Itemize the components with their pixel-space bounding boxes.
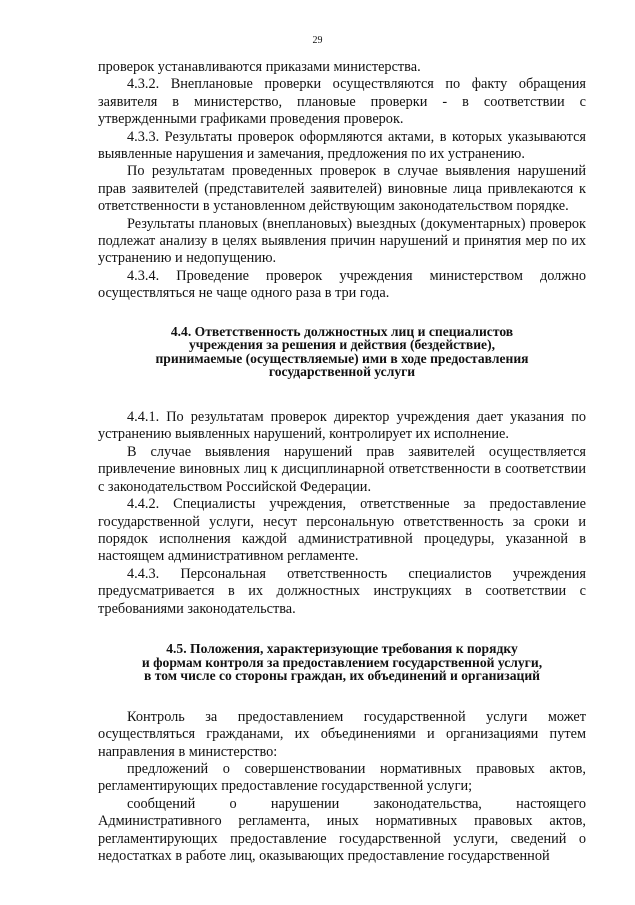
page-number: 29 [312,35,323,46]
section-heading-4-4 [98,325,586,379]
paragraph-4-3-2: 4.3.2. Внеплановые проверки осуществляются по факту обращения заявителя в министерство, плановые проверки - в соответствии с утвержденными графиками проведения проверок. [98,76,586,128]
paragraph-violations-liability: По результатам проведенных проверок в случае выявления нарушений прав заявителей (представителей заявителей) виновные лица привлекаются к ответственности в установленном действующим законодательством порядке. [98,163,586,215]
heading-line: государственной услуги [268,364,416,380]
paragraph-4-3-4: 4.3.4. Проведение проверок учреждения министерством должно осуществляться не чаще одного раза в три года. [98,267,586,302]
paragraph-proposals: предложений о совершенствовании нормативных правовых актов, регламентирующих предоставление государственной услуги; [98,760,586,795]
heading-line: учреждения за решения и действия (бездействие), [188,337,495,353]
paragraph-4-3-3: 4.3.3. Результаты проверок оформляются актами, в которых указываются выявленные нарушения и замечания, предложения по их устранению. [98,128,586,163]
paragraph-results-analysis: Результаты плановых (внеплановых) выездных (документарных) проверок подлежат анализу в целях выявления причин нарушений и принятия мер по их устранению и недопущению. [98,215,586,267]
heading-line: и формам контроля за предоставлением государственной услуги, [141,654,543,670]
paragraph-reports: сообщений о нарушении законодательства, настоящего Административного регламента, иных нормативных правовых актов, регламентирующих предоставление государственной услуги, сведений о недостатках в работе лиц, оказывающих предоставление государственной [98,795,586,864]
paragraph-4-3-1-tail: проверок устанавливаются приказами министерства. [98,59,421,75]
paragraph-4-4-3: 4.4.3. Персональная ответственность специалистов учреждения предусматривается в их должностных инструкциях в соответствии с требованиями законодательства. [98,565,586,617]
heading-line: в том числе со стороны граждан, их объединений и организаций [144,668,540,684]
document-body [98,59,586,865]
heading-line: принимаемые (осуществляемые) ими в ходе предоставления [155,350,529,366]
paragraph-4-4-2: 4.4.2. Специалисты учреждения, ответственные за предоставление государственной услуги, несут персональную ответственность за сроки и порядок исполнения каждой административной процедуры, указанной в настоящем административном регламенте. [98,496,586,565]
section-heading-4-5 [98,642,586,683]
heading-line: 4.4. Ответственность должностных лиц и специалистов [170,323,514,339]
paragraph-disciplinary: В случае выявления нарушений прав заявителей осуществляется привлечение виновных лиц к дисциплинарной ответственности в соответствии с законодательством Российской Федерации. [98,443,586,495]
paragraph-citizen-control: Контроль за предоставлением государственной услуги может осуществляться гражданами, их объединениями и организациями путем направления в министерство: [98,708,586,760]
heading-line: 4.5. Положения, характеризующие требования к порядку [166,640,518,656]
paragraph-4-4-1: 4.4.1. По результатам проверок директор учреждения дает указания по устранению выявленных нарушений, контролирует их исполнение. [98,409,586,443]
